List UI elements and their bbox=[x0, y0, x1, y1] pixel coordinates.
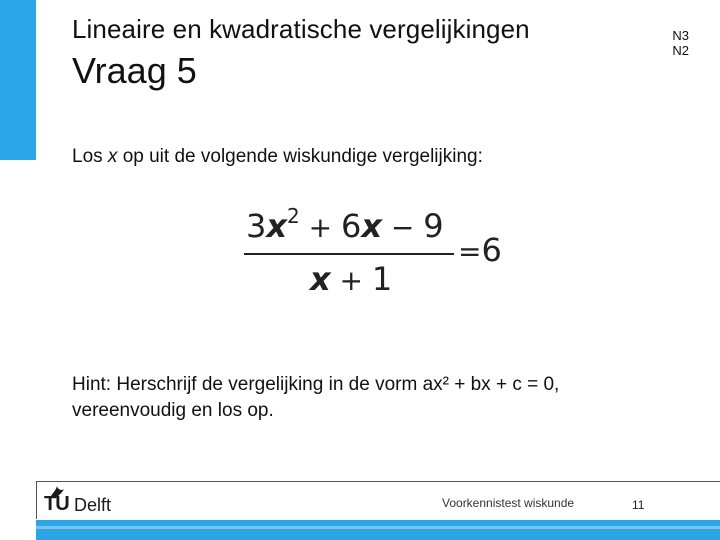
logo-delft: Delft bbox=[74, 495, 112, 515]
accent-bar bbox=[0, 0, 36, 160]
slide-subtitle: Lineaire en kwadratische vergelijkingen bbox=[72, 14, 530, 44]
num-coef-b: 6 bbox=[341, 207, 362, 245]
question-variable: x bbox=[107, 146, 118, 167]
equals-sign: = bbox=[458, 235, 482, 268]
level-label-2: N2 bbox=[672, 43, 689, 58]
equation bbox=[244, 200, 524, 310]
question-prefix: Los bbox=[72, 146, 108, 167]
den-const: 1 bbox=[371, 260, 393, 298]
question-text bbox=[72, 146, 483, 168]
num-var-2: x bbox=[361, 207, 382, 245]
num-coef-a: 3 bbox=[246, 207, 267, 245]
den-plus: + bbox=[330, 264, 372, 297]
logo-tu: TU bbox=[44, 493, 69, 515]
footer-band bbox=[36, 520, 720, 540]
equation-fraction bbox=[244, 200, 454, 300]
hint-text bbox=[72, 372, 672, 424]
hint-line-1: Hint: Herschrijf de vergelijking in de vorm ax² + bx + c = 0, bbox=[72, 374, 560, 395]
fraction-denominator bbox=[310, 260, 392, 298]
footer-divider-vertical bbox=[36, 481, 37, 519]
rhs-value: 6 bbox=[481, 231, 502, 269]
den-var: x bbox=[310, 260, 331, 298]
course-name: Voorkennistest wiskunde bbox=[442, 496, 575, 510]
num-var-1: x bbox=[266, 207, 287, 245]
fraction-numerator bbox=[246, 204, 444, 245]
hint-line-2: vereenvoudig en los op. bbox=[72, 400, 274, 421]
question-suffix: op uit de volgende wiskundige vergelijking: bbox=[117, 146, 483, 167]
slide-title: Vraag 5 bbox=[72, 50, 197, 91]
footer-band-stripe bbox=[36, 526, 720, 529]
num-const: 9 bbox=[423, 207, 444, 245]
num-plus: + bbox=[299, 211, 341, 244]
num-exponent: 2 bbox=[287, 204, 300, 228]
footer-divider bbox=[36, 481, 720, 482]
num-minus: − bbox=[382, 211, 424, 244]
page-number: 11 bbox=[632, 498, 645, 512]
level-label-1: N3 bbox=[672, 28, 689, 43]
tudelft-logo bbox=[44, 487, 124, 517]
fraction-bar bbox=[244, 253, 454, 255]
equation-rhs bbox=[458, 231, 502, 269]
level-indicator bbox=[672, 28, 689, 58]
